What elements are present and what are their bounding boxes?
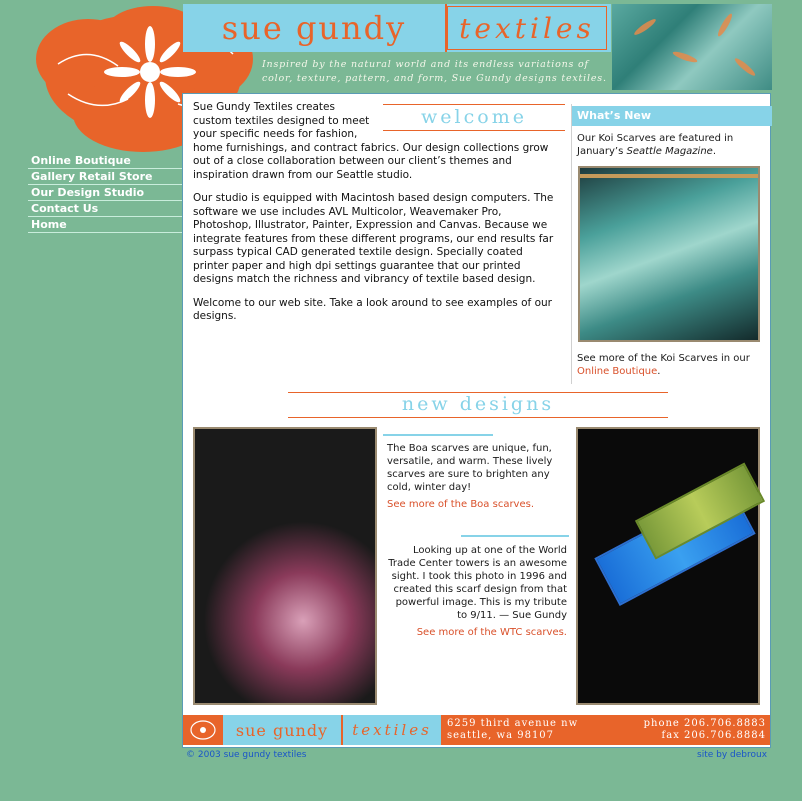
site-title-sue-gundy: sue gundy: [221, 9, 407, 47]
wtc-description: [383, 544, 567, 639]
footer-contact-numbers: [644, 718, 766, 742]
footer-flower-icon: [189, 718, 217, 742]
footer-logo-sue-gundy: sue gundy: [235, 720, 329, 740]
main-navigation: [28, 153, 182, 233]
intro-paragraph-3: Welcome to our web site. Take a look around to see examples of our designs.: [193, 296, 552, 322]
address-line2: seattle, wa 98107: [447, 730, 555, 741]
address-line1: 6259 third avenue nw: [447, 718, 579, 729]
koi-more-text: [577, 352, 767, 378]
intro-p1-line3: your specific needs for fashion,: [193, 128, 358, 140]
koi-more-text-start: See more of the Koi Scarves in our: [577, 353, 750, 364]
seattle-magazine-title: Seattle Magazine: [626, 146, 713, 157]
koi-header-image: [612, 4, 772, 90]
footer-address: [447, 718, 578, 742]
whats-new-text-end: .: [712, 146, 716, 157]
wtc-scarves-link[interactable]: See more of the WTC scarves.: [416, 627, 567, 638]
boa-scarves-link[interactable]: See more of the Boa scarves.: [387, 499, 535, 510]
welcome-intro-text: [193, 101, 559, 334]
phone-number: phone 206.706.8883: [643, 718, 766, 729]
boa-text: The Boa scarves are unique, fun, versatile, and warm. These lively scarves are sure to brighten any cold, winter day!: [387, 443, 553, 493]
whats-new-sidebar: [571, 104, 772, 384]
koi-scarves-image[interactable]: [578, 166, 760, 342]
copyright-text: © 2003 sue gundy textiles: [186, 750, 307, 760]
site-title-banner: [183, 4, 611, 52]
scarf-rod: [580, 174, 758, 178]
whats-new-text: [577, 132, 767, 158]
left-arrow-icon: [383, 434, 493, 436]
intro-paragraph-2: Our studio is equipped with Macintosh based design computers. The software we use includes AVL Multicolor, Weavemaker Pro, Photoshop, Illustrator, Painter, Expression and Canvas. Because we integrate features from these different programs, our end results far surpass typical CAD generated textile design. Specially coated printer paper and high dpi settings guarantee that our printed designs match the richness and vibrancy of textile based design.: [193, 192, 554, 285]
right-arrow-icon: [461, 535, 569, 537]
whats-new-text-start: Our Koi Scarves are featured in January’s: [577, 133, 734, 157]
site-title-textiles: textiles: [447, 6, 607, 50]
boa-description: [387, 442, 559, 511]
fax-number: fax 206.706.8884: [661, 730, 766, 741]
wtc-scarves-image[interactable]: [576, 427, 760, 705]
nav-online-boutique[interactable]: Online Boutique: [28, 153, 182, 169]
boa-scarves-image[interactable]: [193, 427, 377, 705]
new-designs-heading: [288, 392, 668, 420]
site-tagline: [262, 58, 607, 86]
nav-contact-us[interactable]: Contact Us: [28, 201, 182, 217]
site-by-link[interactable]: site by debroux: [697, 750, 768, 760]
wtc-text: Looking up at one of the World Trade Center towers is an awesome sight. I took this photo in 1996 and created this scarf design from that powerful image. This is my tribute to 9/11. — Sue Gundy: [388, 545, 567, 621]
intro-p1-line2: custom textiles designed to meet: [193, 114, 370, 127]
whats-new-heading: What’s New: [572, 106, 772, 126]
intro-p1-line1: Sue Gundy Textiles creates: [193, 101, 335, 113]
footer-logo-textiles: textiles: [352, 721, 432, 739]
online-boutique-link[interactable]: Online Boutique: [577, 366, 658, 377]
nav-our-design-studio[interactable]: Our Design Studio: [28, 185, 182, 201]
tagline-line2: color, texture, pattern, and form, Sue Gundy designs textiles.: [262, 73, 607, 84]
footer-bar: [183, 715, 770, 745]
koi-more-text-end: .: [657, 366, 661, 377]
intro-paragraph-1: [193, 101, 559, 182]
footer-logo: [223, 715, 441, 745]
new-designs-heading-text: new designs: [401, 393, 555, 415]
intro-p1-rest: home furnishings, and contract fabrics. Our design collections grow out of a close collaboration between our client’s themes and inspiration drawn from our Seattle studio.: [193, 141, 549, 181]
welcome-heading-text: welcome: [421, 106, 527, 128]
content-panel: [182, 93, 771, 748]
new-designs-rule-bottom: [288, 417, 668, 418]
nav-home[interactable]: Home: [28, 217, 182, 233]
nav-gallery-retail-store[interactable]: Gallery Retail Store: [28, 169, 182, 185]
tagline-line1: Inspired by the natural world and its endless variations of: [262, 59, 589, 70]
